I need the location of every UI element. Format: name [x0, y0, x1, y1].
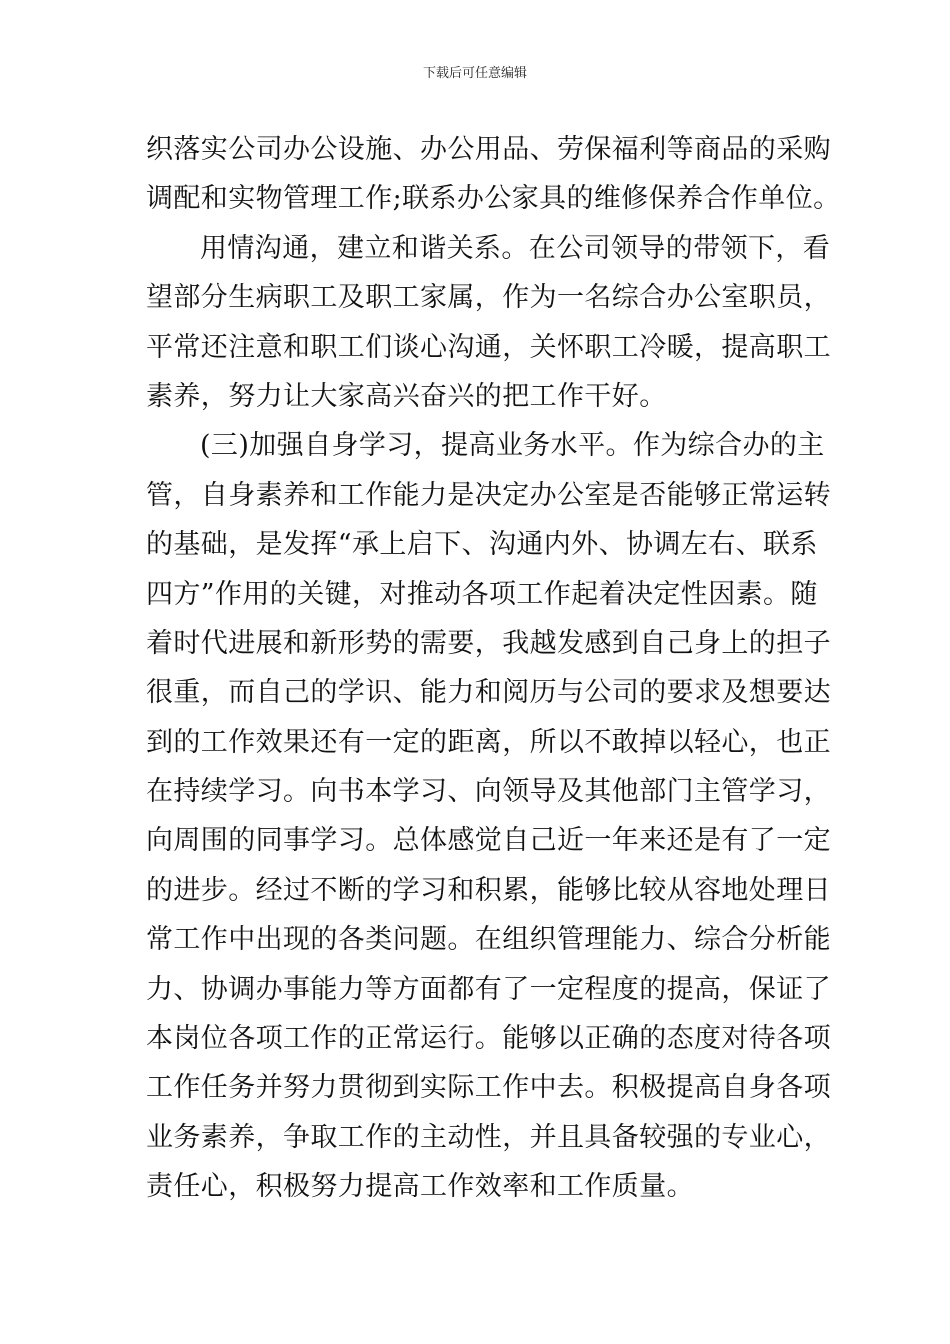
text-line: 力、协调办事能力等方面都有了一定程度的提高，保证了 [146, 973, 831, 1005]
text-line: 管，自身素养和工作能力是决定办公室是否能够正常运转 [146, 479, 831, 511]
text-line: 工作任务并努力贯彻到实际工作中去。积极提高自身各项 [146, 1072, 831, 1104]
document-body [146, 125, 841, 1212]
text-line: 望部分生病职工及职工家属，作为一名综合办公室职员， [146, 282, 831, 314]
text-line: 着时代进展和新形势的需要，我越发感到自己身上的担子 [146, 627, 831, 659]
text-line: (三)加强自身学习，提高业务水平。作为综合办的主 [200, 430, 825, 462]
text-line: 织落实公司办公设施、办公用品、劳保福利等商品的采购 [146, 134, 831, 165]
text-line: 责任心，积极努力提高工作效率和工作质量。 [146, 1171, 694, 1203]
text-line: 业务素养，争取工作的主动性，并且具备较强的专业心， [146, 1121, 831, 1153]
text-line: 向周围的同事学习。总体感觉自己近一年来还是有了一定 [146, 825, 831, 857]
text-line: 的基础，是发挥“承上启下、沟通内外、协调左右、联系 [146, 529, 818, 561]
text-line: 到的工作效果还有一定的距离，所以不敢掉以轻心，也正 [146, 726, 831, 758]
text-line: 的进步。经过不断的学习和积累，能够比较从容地处理日 [146, 874, 831, 906]
text-line: 很重，而自己的学识、能力和阅历与公司的要求及想要达 [146, 677, 831, 709]
text-line: 本岗位各项工作的正常运行。能够以正确的态度对待各项 [146, 1023, 831, 1055]
text-line: 平常还注意和职工们谈心沟通，关怀职工冷暖，提高职工 [146, 331, 831, 363]
text-line: 素养，努力让大家高兴奋兴的把工作干好。 [146, 380, 667, 412]
text-line: 常工作中出现的各类问题。在组织管理能力、综合分析能 [146, 924, 831, 956]
text-line: 在持续学习。向书本学习、向领导及其他部门主管学习， [146, 776, 831, 808]
text-line: 用情沟通，建立和谐关系。在公司领导的带领下，看 [200, 232, 831, 264]
text-line: 四方”作用的关键，对推动各项工作起着决定性因素。随 [146, 578, 818, 610]
text-line: 调配和实物管理工作;联系办公家具的维修保养合作单位。 [146, 183, 841, 215]
page-header: 下载后可任意编辑 [422, 66, 527, 81]
